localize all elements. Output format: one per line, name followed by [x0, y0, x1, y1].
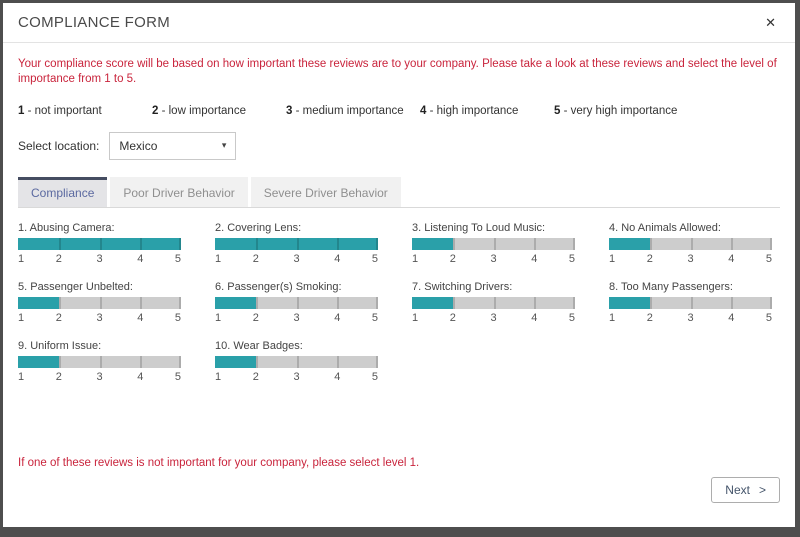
slider-label: 10. Wear Badges:: [215, 339, 303, 352]
slider-tick-mark: [650, 297, 652, 309]
slider-tick-mark: [691, 297, 693, 309]
slider-tick-mark: [297, 238, 299, 250]
tab-poor-driver-behavior[interactable]: Poor Driver Behavior: [110, 177, 247, 207]
slider-tick-mark: [59, 238, 61, 250]
scale-number: 4: [137, 252, 144, 265]
dialog-header: [3, 3, 795, 43]
scale-number: 5: [568, 252, 575, 265]
location-label: Select location:: [18, 138, 100, 153]
chevron-down-icon: ▾: [221, 140, 227, 151]
scale-number: 5: [371, 311, 378, 324]
slider-tick-mark: [534, 238, 536, 250]
slider-tick-mark: [376, 297, 378, 309]
slider-tick-mark: [179, 238, 181, 250]
slider-fill: [412, 238, 453, 250]
scale-number: 1: [215, 311, 222, 324]
slider-tick-mark: [650, 238, 652, 250]
slider-track[interactable]: [609, 238, 772, 250]
next-button-label: Next: [725, 482, 750, 497]
importance-slider: [215, 281, 378, 325]
slider-tick-mark: [770, 238, 772, 250]
slider-tick-mark: [297, 356, 299, 368]
scale-number: 3: [96, 252, 103, 265]
footer-note: If one of these reviews is not important for your company, please select level 1.: [18, 456, 420, 469]
slider-track[interactable]: [215, 356, 378, 368]
slider-label: 2. Covering Lens:: [215, 221, 302, 234]
button-row: [18, 477, 780, 503]
slider-label: 3. Listening To Loud Music:: [412, 221, 546, 234]
scale-number: 1: [18, 311, 25, 324]
slider-tick-mark: [59, 297, 61, 309]
slider-track[interactable]: [18, 238, 181, 250]
legend-item: 2 - low importance: [152, 104, 246, 117]
scale-number: 4: [531, 252, 538, 265]
legend-item: 1 - not important: [18, 104, 102, 117]
scale-number: 5: [765, 252, 772, 265]
slider-track[interactable]: [412, 297, 575, 309]
close-icon[interactable]: ✕: [765, 15, 776, 30]
slider-track[interactable]: [18, 356, 181, 368]
slider-track[interactable]: [215, 238, 378, 250]
legend-item: 5 - very high importance: [554, 104, 678, 117]
slider-label: 7. Switching Drivers:: [412, 280, 513, 293]
slider-tick-mark: [140, 356, 142, 368]
slider-tick-mark: [59, 356, 61, 368]
slider-tick-mark: [573, 238, 575, 250]
importance-slider: [18, 281, 181, 325]
slider-tick-mark: [337, 356, 339, 368]
slider-tick-mark: [297, 297, 299, 309]
scale-number: 5: [765, 311, 772, 324]
slider-label: 9. Uniform Issue:: [18, 339, 102, 352]
scale-number: 4: [137, 311, 144, 324]
scale-number: 5: [174, 311, 181, 324]
dialog-content: [3, 43, 795, 503]
scale-number: 3: [293, 252, 300, 265]
slider-tick-mark: [573, 297, 575, 309]
slider-tick-mark: [770, 297, 772, 309]
slider-tick-mark: [179, 356, 181, 368]
slider-label: 6. Passenger(s) Smoking:: [215, 280, 342, 293]
next-button[interactable]: [711, 477, 780, 503]
scale-number: 3: [293, 311, 300, 324]
slider-label: 1. Abusing Camera:: [18, 221, 115, 234]
tab-severe-driver-behavior[interactable]: Severe Driver Behavior: [251, 177, 401, 207]
slider-scale: [412, 253, 575, 266]
tab-compliance[interactable]: Compliance: [18, 177, 107, 207]
slider-tick-mark: [100, 356, 102, 368]
scale-number: 1: [609, 311, 616, 324]
scale-number: 5: [568, 311, 575, 324]
slider-tick-mark: [140, 238, 142, 250]
slider-scale: [215, 312, 378, 325]
scale-number: 2: [55, 252, 62, 265]
slider-tick-mark: [731, 238, 733, 250]
slider-tick-mark: [100, 297, 102, 309]
scale-number: 1: [412, 252, 419, 265]
scale-number: 5: [174, 252, 181, 265]
scale-number: 4: [334, 370, 341, 383]
slider-track[interactable]: [412, 238, 575, 250]
importance-slider: [18, 340, 181, 384]
scale-number: 5: [371, 370, 378, 383]
slider-scale: [412, 312, 575, 325]
scale-number: 2: [646, 311, 653, 324]
slider-scale: [609, 312, 772, 325]
slider-tick-mark: [494, 297, 496, 309]
slider-tick-mark: [376, 356, 378, 368]
slider-tick-mark: [256, 297, 258, 309]
slider-label: 8. Too Many Passengers:: [609, 280, 733, 293]
scale-number: 2: [252, 311, 259, 324]
scale-number: 2: [646, 252, 653, 265]
slider-tick-mark: [337, 297, 339, 309]
slider-fill: [18, 297, 59, 309]
scale-number: 1: [18, 252, 25, 265]
slider-tick-mark: [453, 297, 455, 309]
location-dropdown[interactable]: [109, 132, 236, 160]
importance-slider: [412, 222, 575, 266]
slider-scale: [18, 371, 181, 384]
scale-number: 2: [252, 252, 259, 265]
scale-number: 3: [490, 252, 497, 265]
importance-slider: [609, 222, 772, 266]
slider-fill: [215, 297, 256, 309]
scale-number: 3: [490, 311, 497, 324]
slider-tick-mark: [731, 297, 733, 309]
slider-tick-mark: [494, 238, 496, 250]
slider-scale: [215, 371, 378, 384]
slider-tick-mark: [140, 297, 142, 309]
slider-tick-mark: [691, 238, 693, 250]
dialog-title: COMPLIANCE FORM: [18, 14, 171, 31]
scale-number: 2: [449, 311, 456, 324]
slider-scale: [215, 253, 378, 266]
location-value: Mexico: [119, 138, 158, 153]
slider-grid: [18, 222, 780, 384]
scale-number: 2: [449, 252, 456, 265]
scale-number: 5: [371, 252, 378, 265]
importance-slider: [412, 281, 575, 325]
scale-number: 4: [137, 370, 144, 383]
scale-number: 4: [728, 252, 735, 265]
slider-tick-mark: [179, 297, 181, 309]
scale-number: 2: [55, 311, 62, 324]
compliance-form-dialog: [3, 3, 795, 527]
scale-number: 2: [55, 370, 62, 383]
slider-label: 4. No Animals Allowed:: [609, 221, 721, 234]
importance-slider: [18, 222, 181, 266]
slider-tick-mark: [337, 238, 339, 250]
slider-tick-mark: [256, 238, 258, 250]
scale-number: 1: [609, 252, 616, 265]
legend-item: 4 - high importance: [420, 104, 519, 117]
scale-number: 3: [96, 370, 103, 383]
scale-number: 4: [334, 311, 341, 324]
scale-number: 3: [96, 311, 103, 324]
slider-fill: [412, 297, 453, 309]
scale-number: 1: [215, 252, 222, 265]
slider-tick-mark: [376, 238, 378, 250]
slider-tick-mark: [256, 356, 258, 368]
scale-number: 4: [334, 252, 341, 265]
slider-tick-mark: [534, 297, 536, 309]
importance-legend: [18, 105, 780, 117]
slider-fill: [18, 356, 59, 368]
slider-scale: [18, 312, 181, 325]
slider-tick-mark: [100, 238, 102, 250]
chevron-right-icon: >: [758, 482, 766, 497]
scale-number: 3: [687, 311, 694, 324]
slider-track[interactable]: [215, 297, 378, 309]
importance-slider: [215, 340, 378, 384]
scale-number: 1: [412, 311, 419, 324]
scale-number: 5: [174, 370, 181, 383]
importance-slider: [215, 222, 378, 266]
slider-scale: [609, 253, 772, 266]
location-row: [18, 132, 780, 160]
importance-slider: [609, 281, 772, 325]
slider-fill: [609, 297, 650, 309]
slider-tick-mark: [453, 238, 455, 250]
slider-fill: [215, 356, 256, 368]
scale-number: 1: [18, 370, 25, 383]
scale-number: 1: [215, 370, 222, 383]
slider-label: 5. Passenger Unbelted:: [18, 280, 133, 293]
tab-strip: [18, 177, 780, 208]
slider-scale: [18, 253, 181, 266]
slider-track[interactable]: [609, 297, 772, 309]
scale-number: 3: [293, 370, 300, 383]
scale-number: 3: [687, 252, 694, 265]
scale-number: 4: [728, 311, 735, 324]
scale-number: 2: [252, 370, 259, 383]
slider-fill: [609, 238, 650, 250]
legend-item: 3 - medium importance: [286, 104, 404, 117]
scale-number: 4: [531, 311, 538, 324]
intro-instructions: Your compliance score will be based on how important these reviews are to your company. Please take a look at these reviews and select the level of importance from 1 to 5.: [18, 58, 777, 85]
slider-track[interactable]: [18, 297, 181, 309]
